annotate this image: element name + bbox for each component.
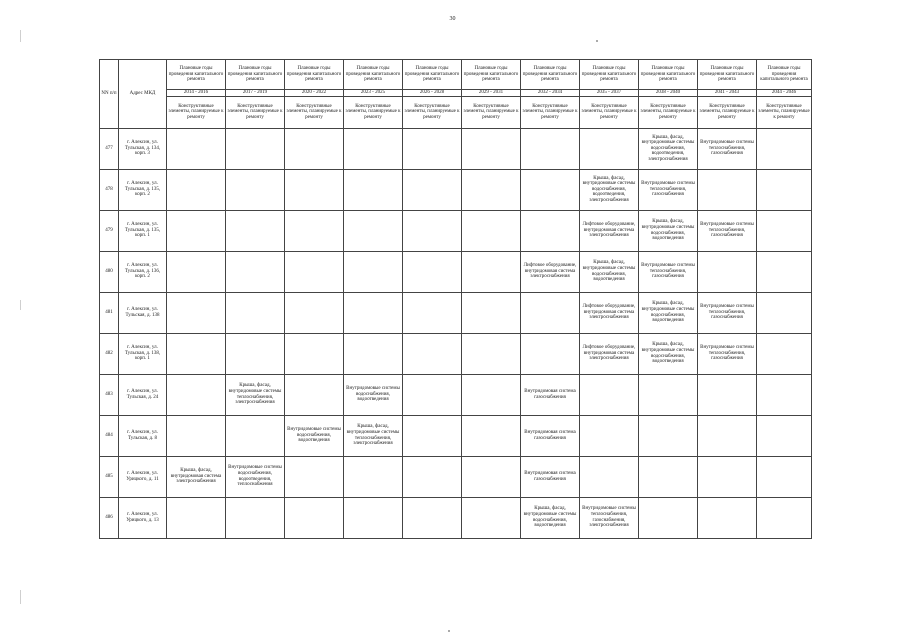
row-address: г. Алексин, ул. Тульская, д. 24 bbox=[119, 374, 167, 415]
row-number: 477 bbox=[100, 128, 119, 169]
repair-cell bbox=[285, 292, 344, 333]
repair-cell bbox=[226, 497, 285, 538]
repair-cell: Внутридомовые системы теплоснабжения, газоснабжения, электроснабжения bbox=[580, 497, 639, 538]
repair-cell: Крыша, фасад, внутридомовые системы теплоснабжения, электроснабжения bbox=[226, 374, 285, 415]
period-header-years: 2044 - 2046 bbox=[757, 90, 812, 97]
repair-cell bbox=[167, 374, 226, 415]
repair-cell bbox=[403, 456, 462, 497]
repair-cell bbox=[226, 415, 285, 456]
repair-cell bbox=[757, 497, 812, 538]
repair-cell bbox=[580, 128, 639, 169]
repair-cell bbox=[521, 210, 580, 251]
repair-cell: Внутридомовая система газоснабжения bbox=[521, 374, 580, 415]
row-address: г. Алексин, ул. Урицкого, д. 13 bbox=[119, 497, 167, 538]
period-header-title: Плановые годы проведения капитального ремонта bbox=[521, 60, 580, 90]
table-row bbox=[100, 169, 812, 210]
repair-cell bbox=[403, 374, 462, 415]
repair-cell bbox=[757, 128, 812, 169]
repair-cell: Крыша, фасад, внутридомовые системы водоснабжения, водоотведения bbox=[639, 333, 698, 374]
repair-cell: Лифтовое оборудование, внутридомовая система электроснабжения bbox=[580, 292, 639, 333]
repair-cell bbox=[521, 128, 580, 169]
repair-cell bbox=[639, 497, 698, 538]
row-address: г. Алексин, ул. Тульская, д. 138, корп. 1 bbox=[119, 333, 167, 374]
repair-cell bbox=[403, 333, 462, 374]
repair-cell bbox=[462, 292, 521, 333]
elements-header: Конструктивные элементы, планируемые к ремонту bbox=[344, 96, 403, 128]
repair-cell: Внутридомовая система газоснабжения bbox=[521, 456, 580, 497]
period-header-title: Плановые годы проведения капитального ремонта bbox=[167, 60, 226, 90]
repair-cell: Внутридомовые системы теплоснабжения, газоснабжения bbox=[698, 292, 757, 333]
period-header-title: Плановые годы проведения капитального ремонта bbox=[462, 60, 521, 90]
table-row bbox=[100, 251, 812, 292]
repair-cell bbox=[226, 169, 285, 210]
period-header-title: Плановые годы проведения капитального ремонта bbox=[698, 60, 757, 90]
repair-cell bbox=[698, 415, 757, 456]
repair-cell bbox=[344, 456, 403, 497]
repair-cell: Внутридомовые системы водоснабжения, водоотведения bbox=[285, 415, 344, 456]
repair-cell: Внутридомовые системы теплоснабжения, газоснабжения bbox=[698, 210, 757, 251]
repair-cell bbox=[462, 251, 521, 292]
repair-cell: Внутридомовые системы водоснабжения, водоотведения bbox=[344, 374, 403, 415]
repair-cell bbox=[462, 333, 521, 374]
repair-cell bbox=[580, 415, 639, 456]
period-header-title: Плановые годы проведения капитального ремонта bbox=[344, 60, 403, 90]
period-header-title: Плановые годы проведения капитального ремонта bbox=[403, 60, 462, 90]
repair-cell: Внутридомовые системы теплоснабжения, газоснабжения bbox=[698, 333, 757, 374]
repair-cell bbox=[698, 169, 757, 210]
elements-header: Конструктивные элементы, планируемые к ремонту bbox=[639, 96, 698, 128]
row-number: 480 bbox=[100, 251, 119, 292]
page-number: 30 bbox=[449, 16, 456, 22]
row-number: 484 bbox=[100, 415, 119, 456]
row-address: г. Алексин, ул. Тульская, д. 8 bbox=[119, 415, 167, 456]
repair-cell bbox=[403, 128, 462, 169]
repair-cell: Крыша, фасад, внутридомовые системы водоснабжения, водоотведения bbox=[639, 210, 698, 251]
repair-cell bbox=[226, 210, 285, 251]
repair-cell: Крыша, фасад, внутридомовые системы водоснабжения, водоотведения bbox=[580, 251, 639, 292]
repair-cell bbox=[462, 169, 521, 210]
repair-cell bbox=[344, 497, 403, 538]
repair-cell bbox=[757, 292, 812, 333]
repair-cell bbox=[344, 333, 403, 374]
elements-header: Конструктивные элементы, планируемые к ремонту bbox=[226, 96, 285, 128]
period-header-years: 2023 - 2025 bbox=[344, 90, 403, 97]
repair-cell bbox=[462, 128, 521, 169]
repair-cell bbox=[757, 374, 812, 415]
repair-cell bbox=[167, 251, 226, 292]
repair-cell: Внутридомовые системы теплоснабжения, газоснабжения bbox=[698, 128, 757, 169]
repair-cell bbox=[285, 169, 344, 210]
repair-cell bbox=[757, 456, 812, 497]
repair-cell bbox=[285, 128, 344, 169]
repair-cell: Крыша, фасад, внутридомовые системы водоснабжения, водоотведения, электроснабжения bbox=[580, 169, 639, 210]
repair-cell: Лифтовое оборудование, внутридомовая система электроснабжения bbox=[580, 333, 639, 374]
repair-cell bbox=[285, 333, 344, 374]
repair-cell bbox=[285, 374, 344, 415]
repair-cell bbox=[698, 374, 757, 415]
repair-cell bbox=[285, 210, 344, 251]
repair-cell: Крыша, фасад, внутридомовые системы водоснабжения, водоотведения, электроснабжения bbox=[639, 128, 698, 169]
repair-cell bbox=[462, 415, 521, 456]
scan-margin-mark bbox=[20, 30, 21, 42]
repair-cell bbox=[639, 456, 698, 497]
elements-header: Конструктивные элементы, планируемые к ремонту bbox=[167, 96, 226, 128]
row-address: г. Алексин, ул. Тульская, д. 138 bbox=[119, 292, 167, 333]
repair-cell bbox=[403, 251, 462, 292]
repair-cell bbox=[462, 210, 521, 251]
repair-cell bbox=[167, 210, 226, 251]
period-header-years: 2038 - 2040 bbox=[639, 90, 698, 97]
period-header-years: 2035 - 2037 bbox=[580, 90, 639, 97]
repair-cell bbox=[344, 128, 403, 169]
row-address: г. Алексин, ул. Тульская, д. 135, корп. 2 bbox=[119, 169, 167, 210]
repair-cell bbox=[403, 497, 462, 538]
row-address: г. Алексин, ул. Тульская, д. 134, корп. 3 bbox=[119, 128, 167, 169]
table-row bbox=[100, 415, 812, 456]
period-header-years: 2041 - 2043 bbox=[698, 90, 757, 97]
period-header-title: Плановые годы проведения капитального ремонта bbox=[285, 60, 344, 90]
row-number: 486 bbox=[100, 497, 119, 538]
repair-cell bbox=[521, 292, 580, 333]
row-number: 479 bbox=[100, 210, 119, 251]
row-number: 482 bbox=[100, 333, 119, 374]
elements-header: Конструктивные элементы, планируемые к ремонту bbox=[521, 96, 580, 128]
repair-cell bbox=[226, 292, 285, 333]
repair-cell bbox=[698, 251, 757, 292]
period-header-title: Плановые годы проведения капитального ремонта bbox=[580, 60, 639, 90]
row-address: г. Алексин, ул. Урицкого, д. 11 bbox=[119, 456, 167, 497]
elements-header: Конструктивные элементы, планируемые к ремонту bbox=[403, 96, 462, 128]
period-header-years: 2029 - 2031 bbox=[462, 90, 521, 97]
repair-schedule-table bbox=[99, 59, 812, 539]
repair-cell bbox=[757, 333, 812, 374]
period-header-years: 2014 - 2016 bbox=[167, 90, 226, 97]
row-number: 478 bbox=[100, 169, 119, 210]
repair-cell bbox=[521, 169, 580, 210]
repair-cell bbox=[462, 456, 521, 497]
period-header-title: Плановые годы проведения капитального ремонта bbox=[639, 60, 698, 90]
repair-cell bbox=[167, 497, 226, 538]
repair-cell: Крыша, фасад, внутридомовая система электроснабжения bbox=[167, 456, 226, 497]
period-header-title: Плановые годы проведения капитального ремонта bbox=[226, 60, 285, 90]
repair-cell bbox=[639, 415, 698, 456]
repair-cell bbox=[757, 415, 812, 456]
repair-cell bbox=[344, 251, 403, 292]
table-row bbox=[100, 456, 812, 497]
elements-header: Конструктивные элементы, планируемые к ремонту bbox=[698, 96, 757, 128]
repair-cell bbox=[344, 292, 403, 333]
elements-header: Конструктивные элементы, планируемые к ремонту bbox=[757, 96, 812, 128]
scan-margin-mark bbox=[20, 590, 21, 604]
repair-cell: Лифтовое оборудование, внутридомовая система электроснабжения bbox=[521, 251, 580, 292]
repair-cell bbox=[403, 210, 462, 251]
repair-cell: Крыша, фасад, внутридомовые системы водоснабжения, водоотведения bbox=[639, 292, 698, 333]
repair-cell bbox=[521, 333, 580, 374]
scan-margin-mark bbox=[20, 300, 21, 310]
repair-cell bbox=[344, 169, 403, 210]
repair-cell: Лифтовое оборудование, внутридомовая система электроснабжения bbox=[580, 210, 639, 251]
table-row bbox=[100, 292, 812, 333]
repair-cell bbox=[403, 169, 462, 210]
repair-cell bbox=[285, 497, 344, 538]
repair-cell bbox=[580, 456, 639, 497]
row-address: г. Алексин, ул. Тульская, д. 135, корп. 1 bbox=[119, 210, 167, 251]
repair-cell bbox=[403, 415, 462, 456]
period-header-years: 2032 - 2034 bbox=[521, 90, 580, 97]
repair-cell bbox=[167, 169, 226, 210]
repair-cell bbox=[226, 333, 285, 374]
repair-cell: Внутридомовые системы теплоснабжения, газоснабжения bbox=[639, 169, 698, 210]
repair-cell bbox=[226, 251, 285, 292]
repair-cell: Внутридомовые системы водоснабжения, водоотведения, теплоснабжения bbox=[226, 456, 285, 497]
repair-cell bbox=[698, 497, 757, 538]
repair-cell bbox=[226, 128, 285, 169]
repair-cell bbox=[757, 251, 812, 292]
repair-cell bbox=[698, 456, 757, 497]
repair-cell bbox=[580, 374, 639, 415]
repair-cell: Крыша, фасад, внутридомовые системы водоснабжения, водоотведения bbox=[521, 497, 580, 538]
repair-cell: Внутридомовые системы теплоснабжения, газоснабжения bbox=[639, 251, 698, 292]
repair-cell bbox=[285, 251, 344, 292]
row-address: г. Алексин, ул. Тульская, д. 136, корп. 2 bbox=[119, 251, 167, 292]
repair-cell bbox=[462, 497, 521, 538]
column-header-number: NN п/п bbox=[100, 60, 119, 129]
table-row bbox=[100, 497, 812, 538]
table-row bbox=[100, 374, 812, 415]
period-header-years: 2026 - 2028 bbox=[403, 90, 462, 97]
repair-cell bbox=[757, 169, 812, 210]
repair-cell bbox=[403, 292, 462, 333]
repair-cell bbox=[462, 374, 521, 415]
table-row bbox=[100, 210, 812, 251]
table-row bbox=[100, 333, 812, 374]
repair-cell: Внутридомовая система газоснабжения bbox=[521, 415, 580, 456]
column-header-address: Адрес МКД bbox=[119, 60, 167, 129]
repair-cell bbox=[167, 128, 226, 169]
table-row bbox=[100, 128, 812, 169]
elements-header: Конструктивные элементы, планируемые к ремонту bbox=[462, 96, 521, 128]
row-number: 481 bbox=[100, 292, 119, 333]
period-header-years: 2020 - 2022 bbox=[285, 90, 344, 97]
repair-cell bbox=[167, 415, 226, 456]
repair-cell: Крыша, фасад, внутридомовые системы теплоснабжения, электроснабжения bbox=[344, 415, 403, 456]
row-number: 485 bbox=[100, 456, 119, 497]
repair-cell bbox=[167, 292, 226, 333]
repair-cell bbox=[167, 333, 226, 374]
elements-header: Конструктивные элементы, планируемые к ремонту bbox=[285, 96, 344, 128]
scan-dot bbox=[596, 40, 598, 42]
row-number: 483 bbox=[100, 374, 119, 415]
scan-dot bbox=[448, 630, 450, 632]
repair-cell bbox=[639, 374, 698, 415]
repair-cell bbox=[285, 456, 344, 497]
repair-cell bbox=[344, 210, 403, 251]
repair-cell bbox=[757, 210, 812, 251]
period-header-title: Плановые годы проведения капитального ремонта bbox=[757, 60, 812, 90]
period-header-years: 2017 - 2019 bbox=[226, 90, 285, 97]
elements-header: Конструктивные элементы, планируемые к ремонту bbox=[580, 96, 639, 128]
